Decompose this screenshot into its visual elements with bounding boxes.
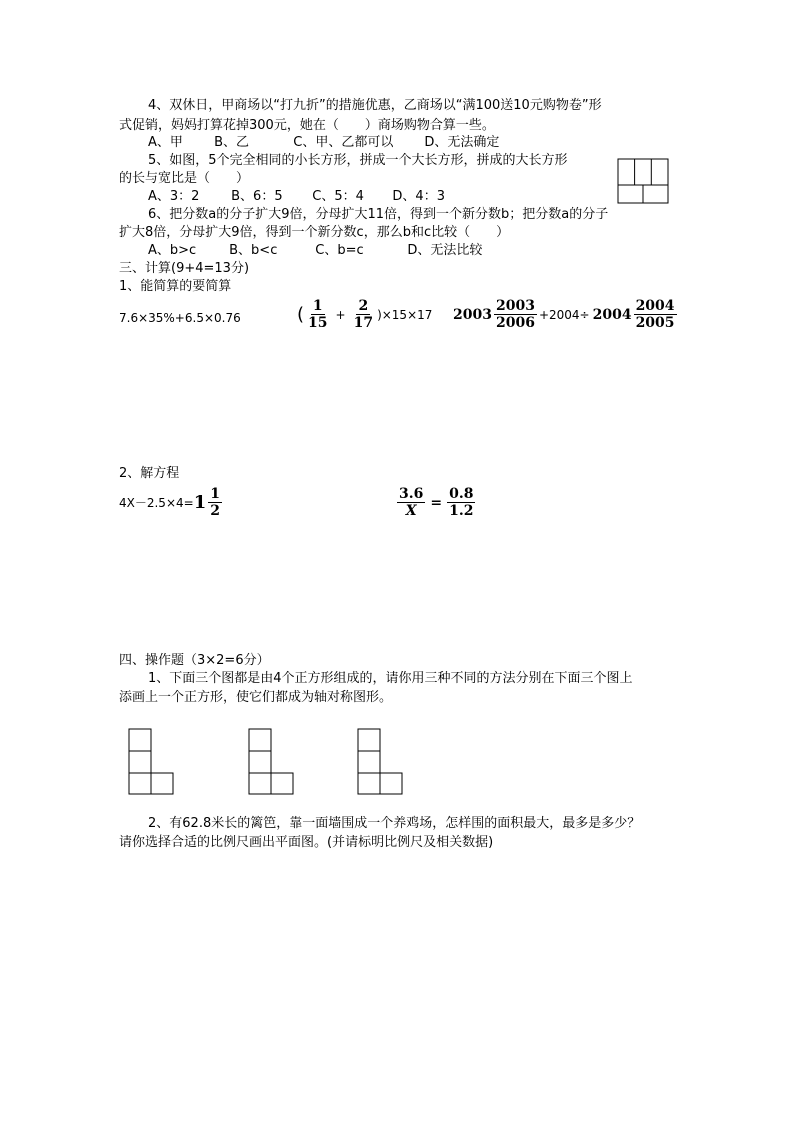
q6-options (148, 242, 482, 260)
expr3-whole1: 2003 (453, 306, 492, 323)
q5-option-b: B、6：5 (231, 189, 283, 204)
expr3-whole2: 2004 (592, 306, 632, 323)
expr3-fraction1 (494, 298, 537, 331)
expr2-tail: )×15×17 (377, 307, 433, 322)
eq2-r-den: 1.2 (449, 503, 474, 519)
eq2 (395, 486, 477, 519)
q5-line1: 5、如图，5个完全相同的小长方形，拼成一个大长方形，拼成的大长方形 (148, 153, 568, 168)
q4-line2: 式促销，妈妈打算花掉300元，她在（ ）商场购物合算一些。 (119, 118, 495, 133)
q6-option-b: B、b<c (229, 243, 278, 258)
section3-title: 三、计算(9+4=13分) (119, 261, 250, 276)
expr2-open-paren: ( (297, 304, 305, 325)
expr3-mid: +2004÷ (538, 307, 590, 322)
q6-line2: 扩大8倍，分母扩大9倍，得到一个新分数c，那么b和c比较（ ） (119, 225, 510, 240)
q5-option-c: C、5：4 (312, 189, 364, 204)
eq2-r-num: 0.8 (449, 486, 474, 502)
q6-option-d: D、无法比较 (407, 243, 483, 258)
section3-sub1: 1、能简算的要简算 (119, 279, 232, 294)
expr3-fraction2 (634, 298, 677, 331)
q5-line2: 的长与宽比是（ ） (119, 171, 250, 186)
expr2-fraction2 (352, 298, 375, 331)
expr2-f1-den: 15 (308, 315, 328, 331)
l-shape-figure-2 (248, 728, 294, 795)
q4-line1: 4、双休日，甲商场以“打九折”的措施优惠，乙商场以“满100送10元购物卷”形 (148, 98, 602, 113)
section4-q2-line2: 请你选择合适的比例尺画出平面图。(并请标明比例尺及相关数据) (119, 835, 494, 850)
eq1-den: 2 (210, 503, 220, 519)
expr2-f1-num: 1 (312, 298, 323, 314)
eq1 (119, 486, 224, 519)
q4-options (148, 134, 499, 152)
q6-option-a: A、b>c (148, 243, 197, 258)
expr3 (453, 298, 679, 331)
eq1-left: 4X－2.5×4= (119, 496, 194, 510)
eq2-equals: = (430, 494, 443, 511)
eq1-num: 1 (210, 486, 220, 502)
eq2-l-den: X (405, 503, 417, 519)
eq2-l-num: 3.6 (399, 486, 424, 502)
q5-rectangles-figure (617, 158, 669, 204)
q5-option-d: D、4：3 (392, 189, 445, 204)
expr2-plus: + (335, 307, 346, 322)
q4-option-b: B、乙 (214, 135, 250, 150)
q5-option-a: A、3：2 (148, 189, 200, 204)
eq2-left-fraction (397, 486, 425, 519)
l-shape-figure-1 (128, 728, 174, 795)
q4-option-a: A、甲 (148, 135, 183, 150)
section4-q1-line2: 添画上一个正方形，使它们都成为轴对称图形。 (119, 690, 393, 705)
expr3-f2-den: 2005 (635, 315, 675, 331)
expr2 (297, 298, 432, 331)
expr3-f1-num: 2003 (495, 298, 535, 314)
q4-option-c: C、甲、乙都可以 (293, 135, 394, 150)
section3-sub2: 2、解方程 (119, 466, 180, 481)
eq2-right-fraction (447, 486, 475, 519)
q4-option-d: D、无法确定 (424, 135, 500, 150)
expr3-f1-den: 2006 (495, 315, 535, 331)
expr2-fraction1 (306, 298, 329, 331)
section4-q1-line1: 1、下面三个图都是由4个正方形组成的，请你用三种不同的方法分别在下面三个图上 (148, 671, 633, 686)
section4-q2-line1: 2、有62.8米长的篱笆，靠一面墙围成一个养鸡场，怎样围的面积最大，最多是多少？ (148, 816, 641, 831)
expr1: 7.6×35%+6.5×0.76 (119, 311, 241, 325)
expr2-f2-num: 2 (358, 298, 369, 314)
q5-options (148, 188, 445, 206)
q6-line1: 6、把分数a的分子扩大9倍，分母扩大11倍，得到一个新分数b；把分数a的分子 (148, 207, 609, 222)
l-shape-figure-3 (357, 728, 403, 795)
eq1-fraction (208, 486, 222, 519)
expr2-f2-den: 17 (353, 315, 374, 331)
q6-option-c: C、b=c (315, 243, 364, 258)
expr3-f2-num: 2004 (635, 298, 675, 314)
eq1-whole: 1 (193, 492, 207, 513)
section4-title: 四、操作题（3×2=6分） (119, 653, 270, 668)
